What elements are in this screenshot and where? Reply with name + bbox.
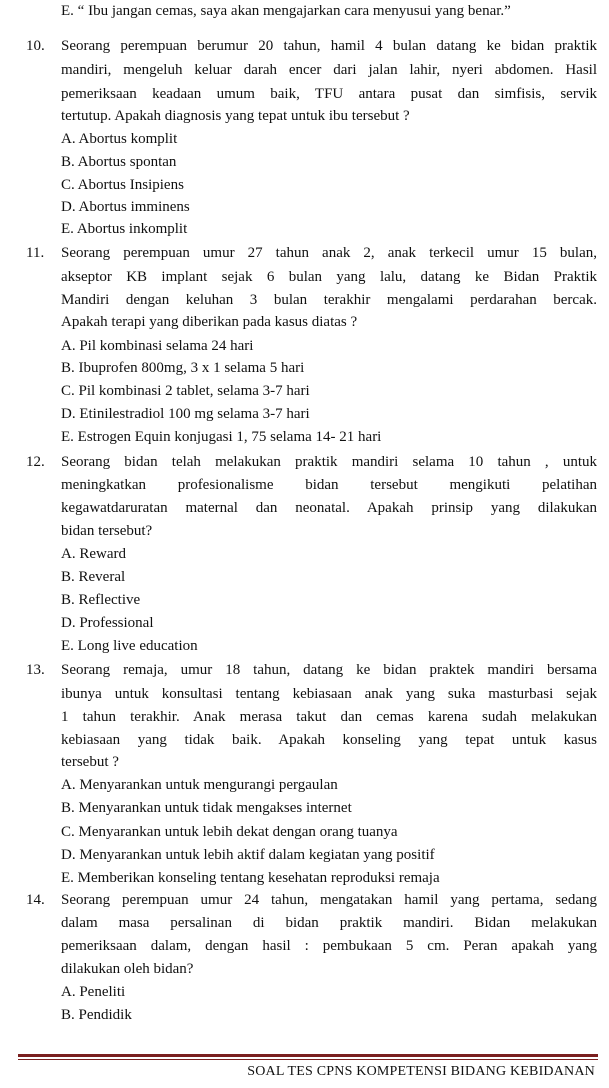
- question-text-line: Apakah terapi yang diberikan pada kasus diatas ?: [61, 314, 358, 330]
- question-number: 11.: [26, 245, 45, 261]
- question-number: 12.: [26, 454, 45, 470]
- answer-option: C. Pil kombinasi 2 tablet, selama 3-7 hari: [61, 383, 310, 399]
- answer-option: E. Abortus inkomplit: [61, 221, 188, 237]
- answer-option: C. Menyarankan untuk lebih dekat dengan orang tuanya: [61, 824, 398, 840]
- answer-option: D. Etinilestradiol 100 mg selama 3-7 hari: [61, 406, 310, 422]
- question-text-line: dilakukan oleh bidan?: [61, 961, 194, 977]
- question-text-line: bidan tersebut?: [61, 523, 153, 539]
- answer-option: B. Reflective: [61, 592, 141, 608]
- answer-option: B. Reveral: [61, 569, 126, 585]
- answer-option: B. Ibuprofen 800mg, 3 x 1 selama 5 hari: [61, 360, 305, 376]
- prev-question-option-e: E. “ Ibu jangan cemas, saya akan mengajarkan cara menyusui yang benar.”: [61, 3, 511, 19]
- answer-option: A. Menyarankan untuk mengurangi pergaulan: [61, 777, 338, 793]
- answer-option: A. Peneliti: [61, 984, 126, 1000]
- answer-option: B. Abortus spontan: [61, 154, 177, 170]
- answer-option: C. Abortus Insipiens: [61, 177, 184, 193]
- question-text-line: pemeriksaan dalam, dengan hasil : pembukaan 5 cm. Peran apakah yang: [61, 938, 597, 954]
- question-text-line: mandiri, mengeluh keluar darah encer dari jalan lahir, nyeri abdomen. Hasil: [61, 62, 597, 78]
- question-text-line: tertutup. Apakah diagnosis yang tepat untuk ibu tersebut ?: [61, 108, 410, 124]
- footer-title: SOAL TES CPNS KOMPETENSI BIDANG KEBIDANAN: [247, 1064, 595, 1079]
- question-text-line: Seorang remaja, umur 18 tahun, datang ke bidan praktek mandiri bersama: [61, 662, 597, 678]
- answer-option: A. Abortus komplit: [61, 131, 178, 147]
- question-text-line: Mandiri dengan keluhan 3 bulan terakhir mengalami perdarahan bercak.: [61, 292, 597, 308]
- question-text-line: dalam masa persalinan di bidan praktik mandiri. Bidan melakukan: [61, 915, 597, 931]
- question-text-line: Seorang perempuan umur 24 tahun, mengatakan hamil yang pertama, sedang: [61, 892, 597, 908]
- answer-option: B. Pendidik: [61, 1007, 132, 1023]
- question-text-line: tersebut ?: [61, 754, 119, 770]
- question-text-line: kebiasaan yang tidak baik. Apakah konseling yang tepat untuk kasus: [61, 732, 597, 748]
- answer-option: E. Memberikan konseling tentang kesehatan reproduksi remaja: [61, 870, 440, 886]
- question-text-line: meningkatkan profesionalisme bidan tersebut mengikuti pelatihan: [61, 477, 597, 493]
- footer-rule: [18, 1054, 598, 1057]
- answer-option: D. Professional: [61, 615, 154, 631]
- answer-option: B. Menyarankan untuk tidak mengakses internet: [61, 800, 352, 816]
- question-text-line: Seorang perempuan umur 27 tahun anak 2, anak terkecil umur 15 bulan,: [61, 245, 597, 261]
- footer-rule-thin: [18, 1059, 598, 1060]
- question-text-line: akseptor KB implant sejak 6 bulan yang lalu, datang ke Bidan Praktik: [61, 269, 597, 285]
- question-text-line: Seorang perempuan berumur 20 tahun, hamil 4 bulan datang ke bidan praktik: [61, 38, 597, 54]
- question-text-line: Seorang bidan telah melakukan praktik mandiri selama 10 tahun , untuk: [61, 454, 597, 470]
- answer-option: D. Abortus imminens: [61, 199, 190, 215]
- question-text-line: ibunya untuk konsultasi tentang kebiasaan anak yang suka masturbasi sejak: [61, 686, 597, 702]
- question-text-line: kegawatdaruratan maternal dan neonatal. Apakah prinsip yang dilakukan: [61, 500, 597, 516]
- question-number: 10.: [26, 38, 45, 54]
- answer-option: E. Long live education: [61, 638, 198, 654]
- answer-option: A. Reward: [61, 546, 126, 562]
- answer-option: E. Estrogen Equin konjugasi 1, 75 selama 14- 21 hari: [61, 429, 382, 445]
- question-number: 14.: [26, 892, 45, 908]
- answer-option: A. Pil kombinasi selama 24 hari: [61, 338, 254, 354]
- question-number: 13.: [26, 662, 45, 678]
- answer-option: D. Menyarankan untuk lebih aktif dalam kegiatan yang positif: [61, 847, 435, 863]
- question-text-line: 1 tahun terakhir. Anak merasa takut dan cemas karena sudah melakukan: [61, 709, 597, 725]
- question-text-line: pemeriksaan keadaan umum baik, TFU antara pusat dan simfisis, servik: [61, 86, 597, 102]
